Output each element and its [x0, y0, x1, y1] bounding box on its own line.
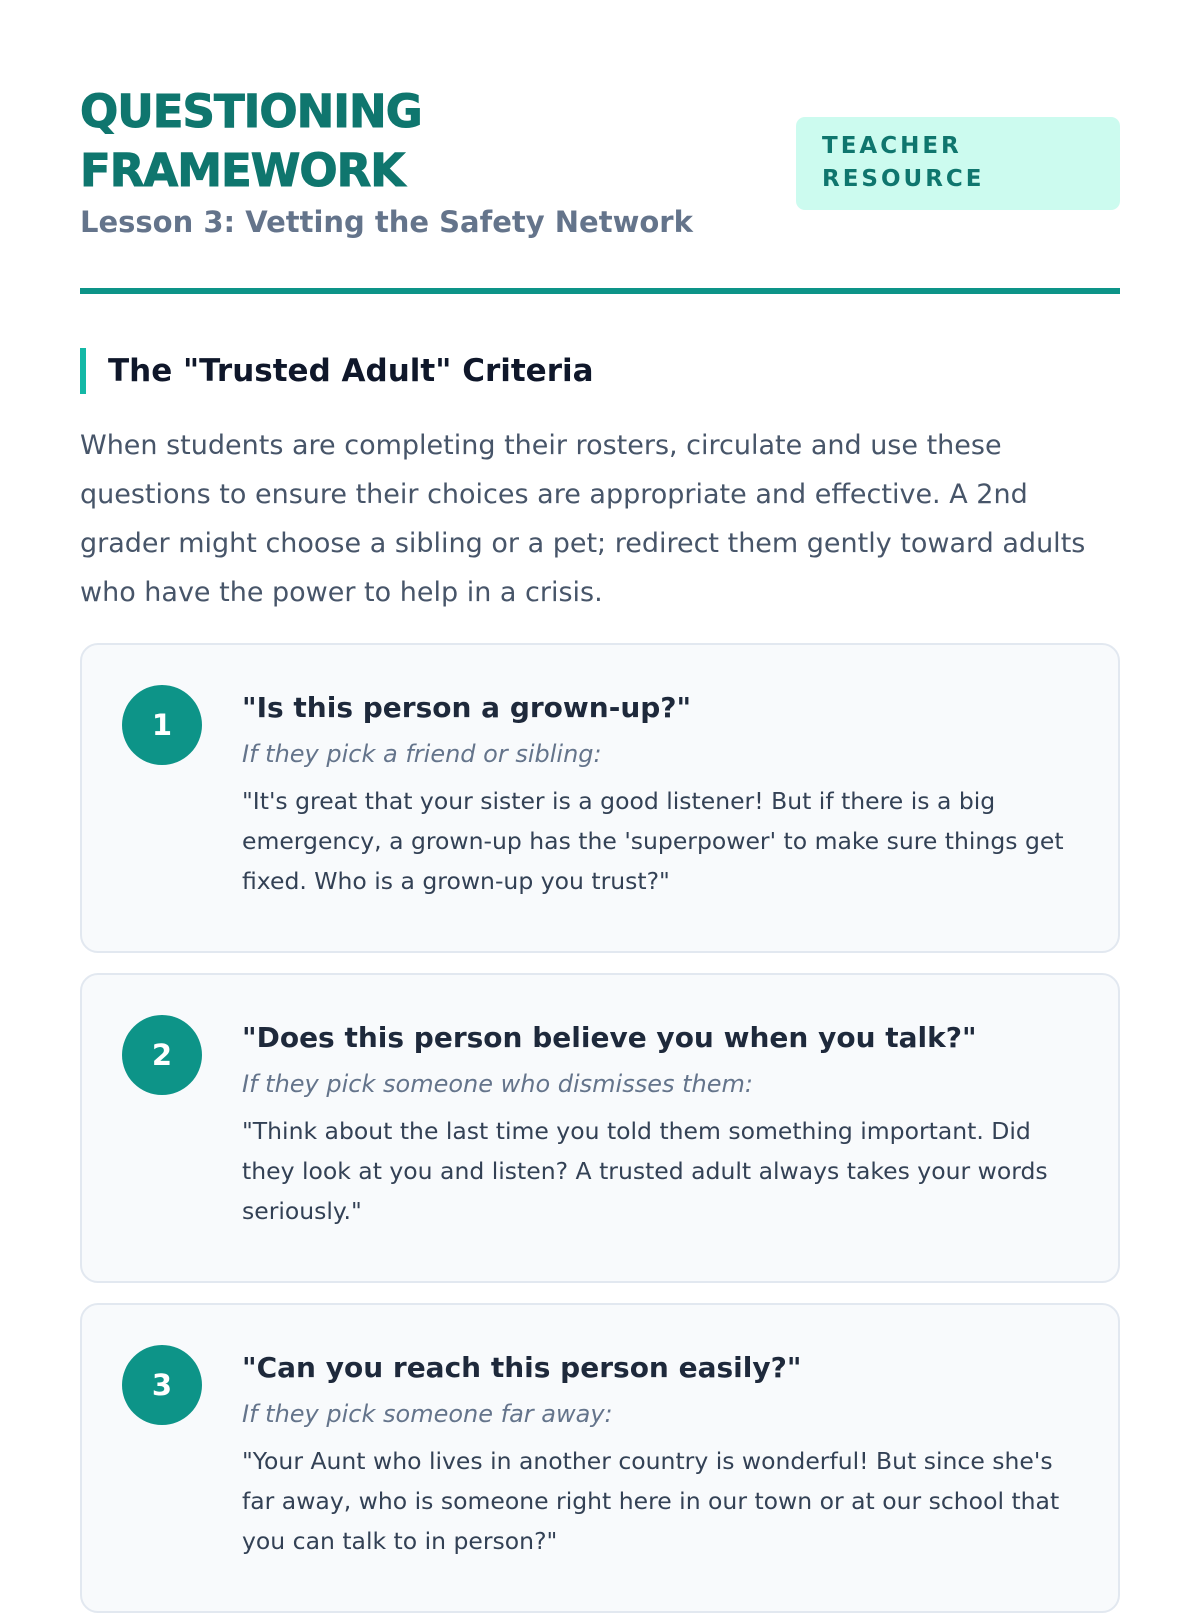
- page-title-line: QUESTIONING: [80, 85, 422, 138]
- question-card-body: [242, 1347, 1082, 1561]
- question-condition: If they pick a friend or sibling:: [242, 740, 602, 768]
- question-card: [80, 973, 1120, 1283]
- question-text: "Is this person a grown-up?": [242, 691, 692, 724]
- question-card-body: [242, 687, 1082, 901]
- worksheet-page: [80, 0, 1120, 1555]
- section-heading: The "Trusted Adult" Criteria: [80, 348, 594, 394]
- question-text: "Does this person believe you when you talk?": [242, 1021, 977, 1054]
- question-number-badge: 2: [122, 1015, 202, 1095]
- intro-paragraph: When students are completing their rosters, circulate and use these questions to ensure their choices are appropriate and effective. A 2nd grader might choose a sibling or a pet; redirect them gently toward adults who have the power to help in a crisis.: [80, 430, 1086, 608]
- question-card-body: [242, 1017, 1082, 1231]
- header-divider: [80, 288, 1120, 294]
- suggested-response: "Think about the last time you told them something important. Did they look at you and listen? A trusted adult always takes your words seriously.": [242, 1117, 1048, 1225]
- page-title: [80, 82, 422, 200]
- question-number-badge: 1: [122, 685, 202, 765]
- badge-line: RESOURCE: [822, 166, 985, 192]
- suggested-response: "Your Aunt who lives in another country is wonderful! But since she's far away, who is someone right here in our town or at our school that you can talk to in person?": [242, 1447, 1060, 1555]
- question-card: [80, 643, 1120, 953]
- question-condition: If they pick someone who dismisses them:: [242, 1070, 753, 1098]
- page-title-line: FRAMEWORK: [80, 144, 405, 197]
- teacher-resource-badge: [796, 117, 1120, 210]
- badge-line: TEACHER: [822, 133, 962, 159]
- suggested-response: "It's great that your sister is a good listener! But if there is a big emergency, a grown-up has the 'superpower' to make sure things get fixed. Who is a grown-up you trust?": [242, 787, 1064, 895]
- page-header: [80, 0, 1120, 294]
- lesson-subtitle: Lesson 3: Vetting the Safety Network: [80, 205, 693, 239]
- question-text: "Can you reach this person easily?": [242, 1351, 802, 1384]
- question-condition: If they pick someone far away:: [242, 1400, 613, 1428]
- question-card: [80, 1303, 1120, 1613]
- question-number-badge: 3: [122, 1345, 202, 1425]
